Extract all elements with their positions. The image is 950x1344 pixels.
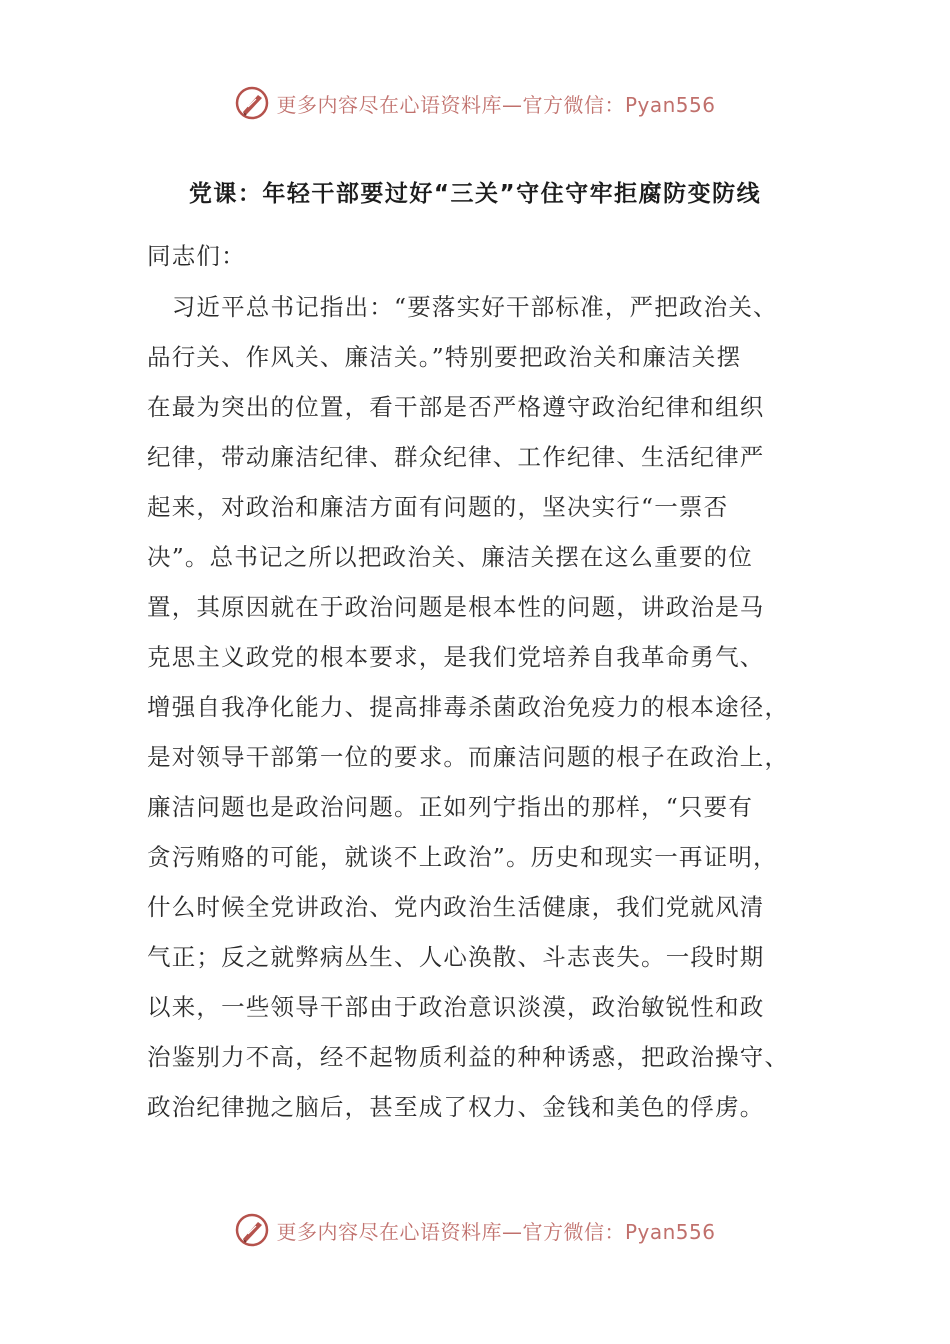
body-line: 决”。总书记之所以把政治关、廉洁关摆在这么重要的位 [147,543,754,571]
body-line: 在最为突出的位置，看干部是否严格遵守政治纪律和组织 [147,393,765,421]
salutation: 同志们： [147,242,246,270]
body-line: 品行关、作风关、廉洁关。”特别要把政治关和廉洁关摆 [147,343,742,371]
header-banner [0,83,950,123]
body-line: 贪污贿赂的可能，就谈不上政治”。历史和现实一再证明， [147,843,778,871]
fountain-pen-logo-icon [234,85,270,121]
body-line: 什么时候全党讲政治、党内政治生活健康，我们党就风清 [147,893,765,921]
body-line: 纪律，带动廉洁纪律、群众纪律、工作纪律、生活纪律严 [147,443,765,471]
banner-text: 更多内容尽在心语资料库—官方微信：Pyan556 [276,1219,716,1244]
body-line: 习近平总书记指出：“要落实好干部标准，严把政治关、 [147,293,778,321]
body-line: 政治纪律抛之脑后，甚至成了权力、金钱和美色的俘虏。 [147,1093,765,1121]
body-line: 以来，一些领导干部由于政治意识淡漠，政治敏锐性和政 [147,993,765,1021]
banner-text: 更多内容尽在心语资料库—官方微信：Pyan556 [276,92,716,117]
body-line: 是对领导干部第一位的要求。而廉洁问题的根子在政治上， [147,743,790,771]
footer-banner [0,1210,950,1250]
document-title: 党课：年轻干部要过好“三关”守住守牢拒腐防变防线 [188,181,762,207]
body-line: 治鉴别力不高，经不起物质利益的种种诱惑，把政治操守、 [147,1043,790,1071]
body-line: 起来，对政治和廉洁方面有问题的，坚决实行“一票否 [147,493,729,521]
body-line: 增强自我净化能力、提高排毒杀菌政治免疫力的根本途径， [147,693,790,721]
body-line: 气正；反之就弊病丛生、人心涣散、斗志丧失。一段时期 [147,943,765,971]
body-line: 置，其原因就在于政治问题是根本性的问题，讲政治是马 [147,593,765,621]
fountain-pen-logo-icon [234,1212,270,1248]
body-line: 廉洁问题也是政治问题。正如列宁指出的那样，“只要有 [147,793,754,821]
body-line: 克思主义政党的根本要求，是我们党培养自我革命勇气、 [147,643,765,671]
